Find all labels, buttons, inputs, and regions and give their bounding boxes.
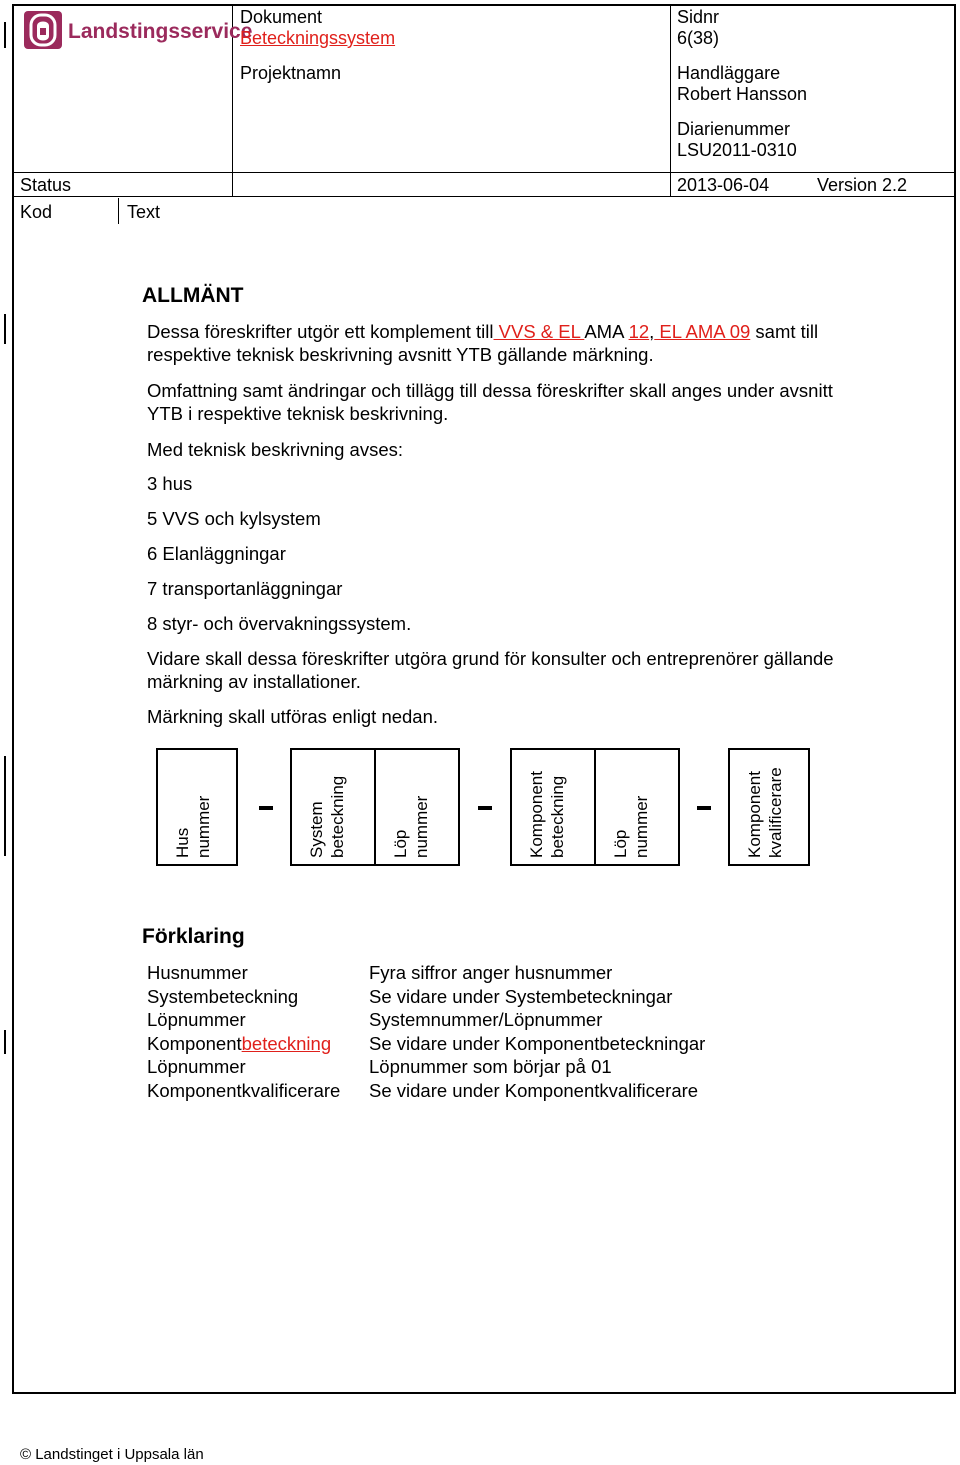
logo-text: Landstingsservice [68, 20, 253, 43]
forklaring-desc: Se vidare under Komponentbeteckningar [369, 1033, 706, 1054]
list-item: 7 transportanläggningar [147, 578, 343, 599]
diagram-separator-dash [478, 806, 492, 810]
link-vvs-el[interactable]: VVS & EL [493, 321, 585, 342]
change-bar [4, 22, 6, 48]
diagram-label-systembeteckning: System beteckning [307, 775, 347, 858]
footer-copyright: © Landstinget i Uppsala län [20, 1446, 204, 1463]
status-label: Status [20, 175, 72, 195]
change-bar [4, 756, 6, 856]
text-label: Text [127, 202, 161, 222]
paragraph-intro [147, 320, 818, 343]
forklaring-term: Systembeteckning [147, 986, 299, 1007]
diarienummer-value: LSU2011-0310 [677, 140, 797, 160]
intro-text: Dessa föreskrifter utgör ett komplement till [147, 321, 494, 342]
handlaggare-value: Robert Hansson [677, 84, 808, 104]
kod-label: Kod [20, 202, 53, 222]
dokument-label: Dokument [240, 7, 323, 27]
diagram-label-husnummer: Hus nummer [173, 795, 213, 858]
diagram-label-lopnummer-1: Löp nummer [391, 795, 431, 858]
header-line [14, 196, 954, 197]
forklaring-term: Komponentkvalificerare [147, 1080, 341, 1101]
diagram-separator-dash [259, 806, 273, 810]
forklaring-term: Löpnummer [147, 1056, 246, 1077]
intro-comma: , [649, 321, 655, 342]
list-item: 6 Elanläggningar [147, 543, 286, 564]
header-divider [118, 198, 119, 224]
change-bar [4, 314, 6, 344]
projektnamn-label: Projektnamn [240, 63, 342, 83]
term-komponent: Komponent [147, 1033, 242, 1054]
diarienummer-label: Diarienummer [677, 119, 791, 139]
forklaring-desc: Fyra siffror anger husnummer [369, 962, 613, 983]
sidnr-value: 6(38) [677, 28, 720, 48]
link-beteckning[interactable]: beteckning [241, 1033, 332, 1054]
forklaring-term: Husnummer [147, 962, 248, 983]
list-item: 8 styr- och övervakningssystem. [147, 613, 412, 634]
paragraph-grund-line1: Vidare skall dessa föreskrifter utgöra grund för konsulter och entreprenörer gällande [147, 648, 834, 669]
diagram-label-komponentbeteckning: Komponent beteckning [527, 771, 567, 858]
change-bar [4, 1030, 6, 1054]
section-heading-forklaring: Förklaring [142, 925, 245, 948]
paragraph-avses: Med teknisk beskrivning avses: [147, 439, 404, 460]
link-12[interactable]: 12 [628, 321, 650, 342]
paragraph-markning: Märkning skall utföras enligt nedan. [147, 706, 439, 727]
list-item: 5 VVS och kylsystem [147, 508, 321, 529]
document-date: 2013-06-04 [677, 175, 770, 195]
forklaring-desc: Se vidare under Systembeteckningar [369, 986, 673, 1007]
intro-ama: AMA [584, 321, 629, 342]
document-version: Version 2.2 [817, 175, 908, 195]
forklaring-desc: Löpnummer som börjar på 01 [369, 1056, 612, 1077]
header-line [14, 172, 954, 173]
header-divider [670, 6, 671, 196]
forklaring-term [147, 1032, 331, 1055]
dokument-value: Beteckningssystem [240, 28, 396, 48]
paragraph-scope-line1: Omfattning samt ändringar och tillägg till dessa föreskrifter skall anges under avsnitt [147, 380, 833, 401]
sidnr-label: Sidnr [677, 7, 720, 27]
section-heading-allmant: ALLMÄNT [142, 284, 244, 307]
forklaring-desc: Systemnummer/Löpnummer [369, 1009, 603, 1030]
forklaring-term: Löpnummer [147, 1009, 246, 1030]
forklaring-desc: Se vidare under Komponentkvalificerare [369, 1080, 699, 1101]
paragraph-scope-line2: YTB i respektive teknisk beskrivning. [147, 403, 449, 424]
list-item: 3 hus [147, 473, 193, 494]
paragraph-intro-line2: respektive teknisk beskrivning avsnitt YTB gällande märkning. [147, 344, 654, 365]
landstingsservice-logo [24, 10, 253, 50]
diagram-label-komponentkvalificerare: Komponent kvalificerare [745, 767, 785, 858]
diagram-label-lopnummer-2: Löp nummer [611, 795, 651, 858]
link-el-ama-09[interactable]: EL AMA 09 [654, 321, 751, 342]
diagram-separator-dash [697, 806, 711, 810]
handlaggare-label: Handläggare [677, 63, 781, 83]
paragraph-grund-line2: märkning av installationer. [147, 671, 361, 692]
intro-tail: samt till [750, 321, 819, 342]
